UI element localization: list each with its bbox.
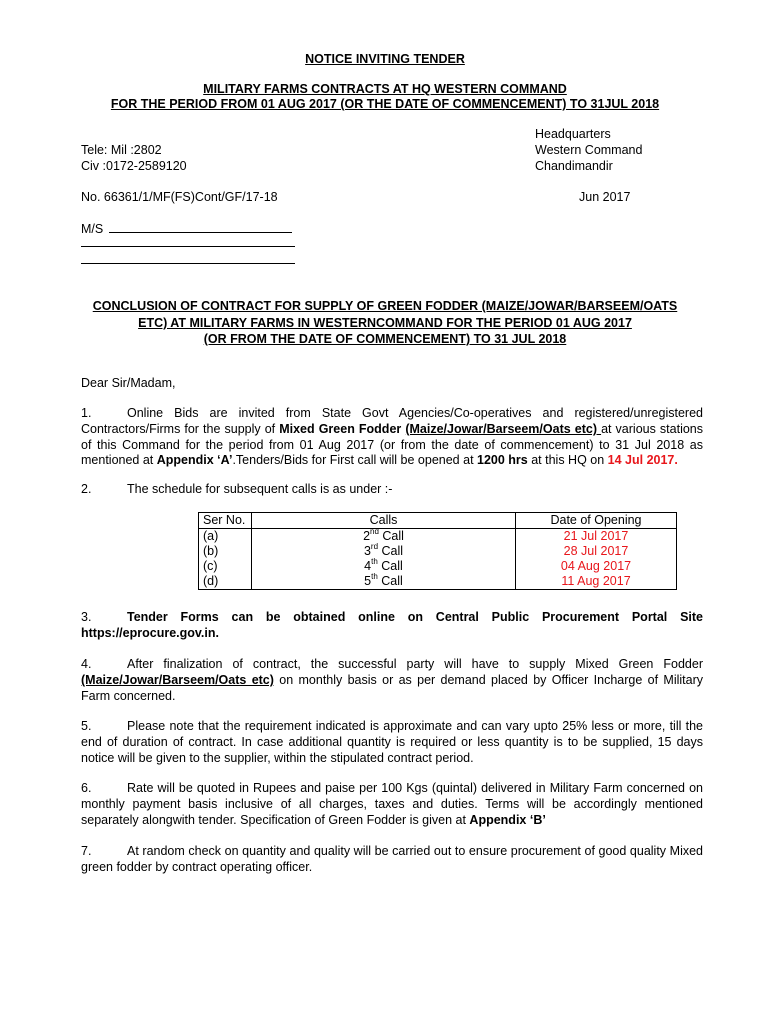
row-ser: (c) (199, 559, 252, 574)
table-row (199, 544, 677, 559)
table-row (199, 574, 677, 590)
para-4-number: 4. (81, 657, 92, 671)
para-7-number: 7. (81, 844, 92, 858)
header-line-2: MILITARY FARMS CONTRACTS AT HQ WESTERN COMMAND (203, 82, 567, 96)
table-row (199, 559, 677, 574)
reference-number: No. 66361/1/MF(FS)Cont/GF/17-18 (81, 190, 278, 204)
address-blank-2 (81, 253, 295, 267)
para-5-text: Please note that the requirement indicated is approximate and can vary upto 25% less or more, till the end of duration of contract. In case additional quantity is required or less quantity is to be supplied, 15 days notice will be given to the supplier, within the stipulated contract period. (81, 719, 703, 765)
para-5-number: 5. (81, 719, 92, 733)
para-4-text-2: on monthly basis or as per demand placed by Officer Incharge of Military Farm concerned. (81, 672, 703, 703)
hq-line-3: Chandimandir (535, 159, 613, 173)
col-header-calls: Calls (252, 513, 516, 529)
address-blank-1 (81, 236, 295, 250)
salutation: Dear Sir/Madam, (81, 376, 176, 390)
para-1-text-3: .Tenders/Bids for First call will be opened at (232, 453, 478, 468)
row-date: 04 Aug 2017 (516, 559, 677, 574)
row-call: 2nd Call (252, 529, 516, 545)
para-1-bold-1: Mixed Green Fodder (279, 421, 406, 436)
row-date: 21 Jul 2017 (516, 529, 677, 545)
paragraph-3 (81, 610, 703, 642)
paragraph-4 (81, 657, 703, 704)
civ-number: Civ :0172-2589120 (81, 159, 187, 173)
letter-date: Jun 2017 (579, 190, 631, 204)
para-2-number: 2. (81, 482, 92, 496)
para-1-text-2: at various stations of this Command for the period from 01 Aug 2017 (or from the date of commencement) to 31 Jul 2018 as mentioned at (81, 421, 704, 468)
para-4-bold-underline: (Maize/Jowar/Barseem/Oats etc) (81, 672, 274, 687)
row-ser: (b) (199, 544, 252, 559)
row-date: 11 Aug 2017 (516, 574, 677, 590)
tele-number: Tele: Mil :2802 (81, 143, 162, 157)
row-ser: (d) (199, 574, 252, 590)
para-7-text: At random check on quantity and quality will be carried out to ensure procurement of good quality Mixed green fodder by contract operating officer. (81, 844, 703, 874)
paragraph-2 (81, 482, 703, 498)
para-4-text-1: After finalization of contract, the successful party will have to supply Mixed Green Fodder (127, 657, 703, 671)
notice-title: NOTICE INVITING TENDER (305, 52, 465, 66)
ms-label: M/S (81, 222, 104, 236)
ms-line (81, 222, 292, 236)
header-line-3: FOR THE PERIOD FROM 01 AUG 2017 (OR THE DATE OF COMMENCEMENT) TO 31JUL 2018 (110, 97, 660, 111)
para-3-text: Tender Forms can be obtained online on Central Public Procurement Portal Site https://eprocure.gov.in. (81, 610, 703, 640)
paragraph-5 (81, 719, 703, 766)
paragraph-1 (81, 406, 703, 469)
para-1-appendix-a: Appendix ‘A’ (156, 453, 233, 468)
para-1-time: 1200 hrs (477, 453, 528, 468)
para-6-appendix-b: Appendix ‘B’ (469, 812, 546, 827)
row-call: 4th Call (252, 559, 516, 574)
subject-line-1: CONCLUSION OF CONTRACT FOR SUPPLY OF GREEN FODDER (MAIZE/JOWAR/BARSEEM/OATS (92, 299, 678, 313)
para-1-bold-underline: (Maize/Jowar/Barseem/Oats etc) (405, 421, 602, 436)
subject-line-2: ETC) AT MILITARY FARMS IN WESTERNCOMMAND FOR THE PERIOD 01 AUG 2017 (138, 316, 632, 330)
table-row (199, 529, 677, 545)
para-6-text: Rate will be quoted in Rupees and paise per 100 Kgs (quintal) delivered in Military Farm concerned on monthly payment basis inclusive of all charges, taxes and duties. Terms will be accordingly mentioned separately alongwith tender. Specification of Green Fodder is given at (81, 781, 703, 827)
schedule-header-row (199, 513, 677, 529)
row-ser: (a) (199, 529, 252, 545)
ms-blank (109, 232, 292, 233)
para-1-opening-date: 14 Jul 2017. (607, 453, 678, 468)
subject-line-3: (OR FROM THE DATE OF COMMENCEMENT) TO 31 JUL 2018 (203, 332, 567, 346)
paragraph-7 (81, 844, 703, 876)
para-6-number: 6. (81, 781, 92, 795)
para-1-text-1: Online Bids are invited from State Govt Agencies/Co-operatives and registered/unregistered Contractors/Firms for the supply of (81, 406, 703, 436)
para-3-number: 3. (81, 610, 92, 624)
row-call: 5th Call (252, 574, 516, 590)
col-header-date: Date of Opening (516, 513, 677, 529)
schedule-table (198, 512, 677, 590)
paragraph-6 (81, 781, 703, 828)
hq-line-2: Western Command (535, 143, 643, 157)
para-1-text-4: at this HQ on (527, 453, 608, 468)
hq-line-1: Headquarters (535, 127, 611, 141)
col-header-ser: Ser No. (199, 513, 252, 529)
row-date: 28 Jul 2017 (516, 544, 677, 559)
row-call: 3rd Call (252, 544, 516, 559)
para-1-number: 1. (81, 406, 92, 420)
para-2-text: The schedule for subsequent calls is as under :- (127, 482, 393, 496)
